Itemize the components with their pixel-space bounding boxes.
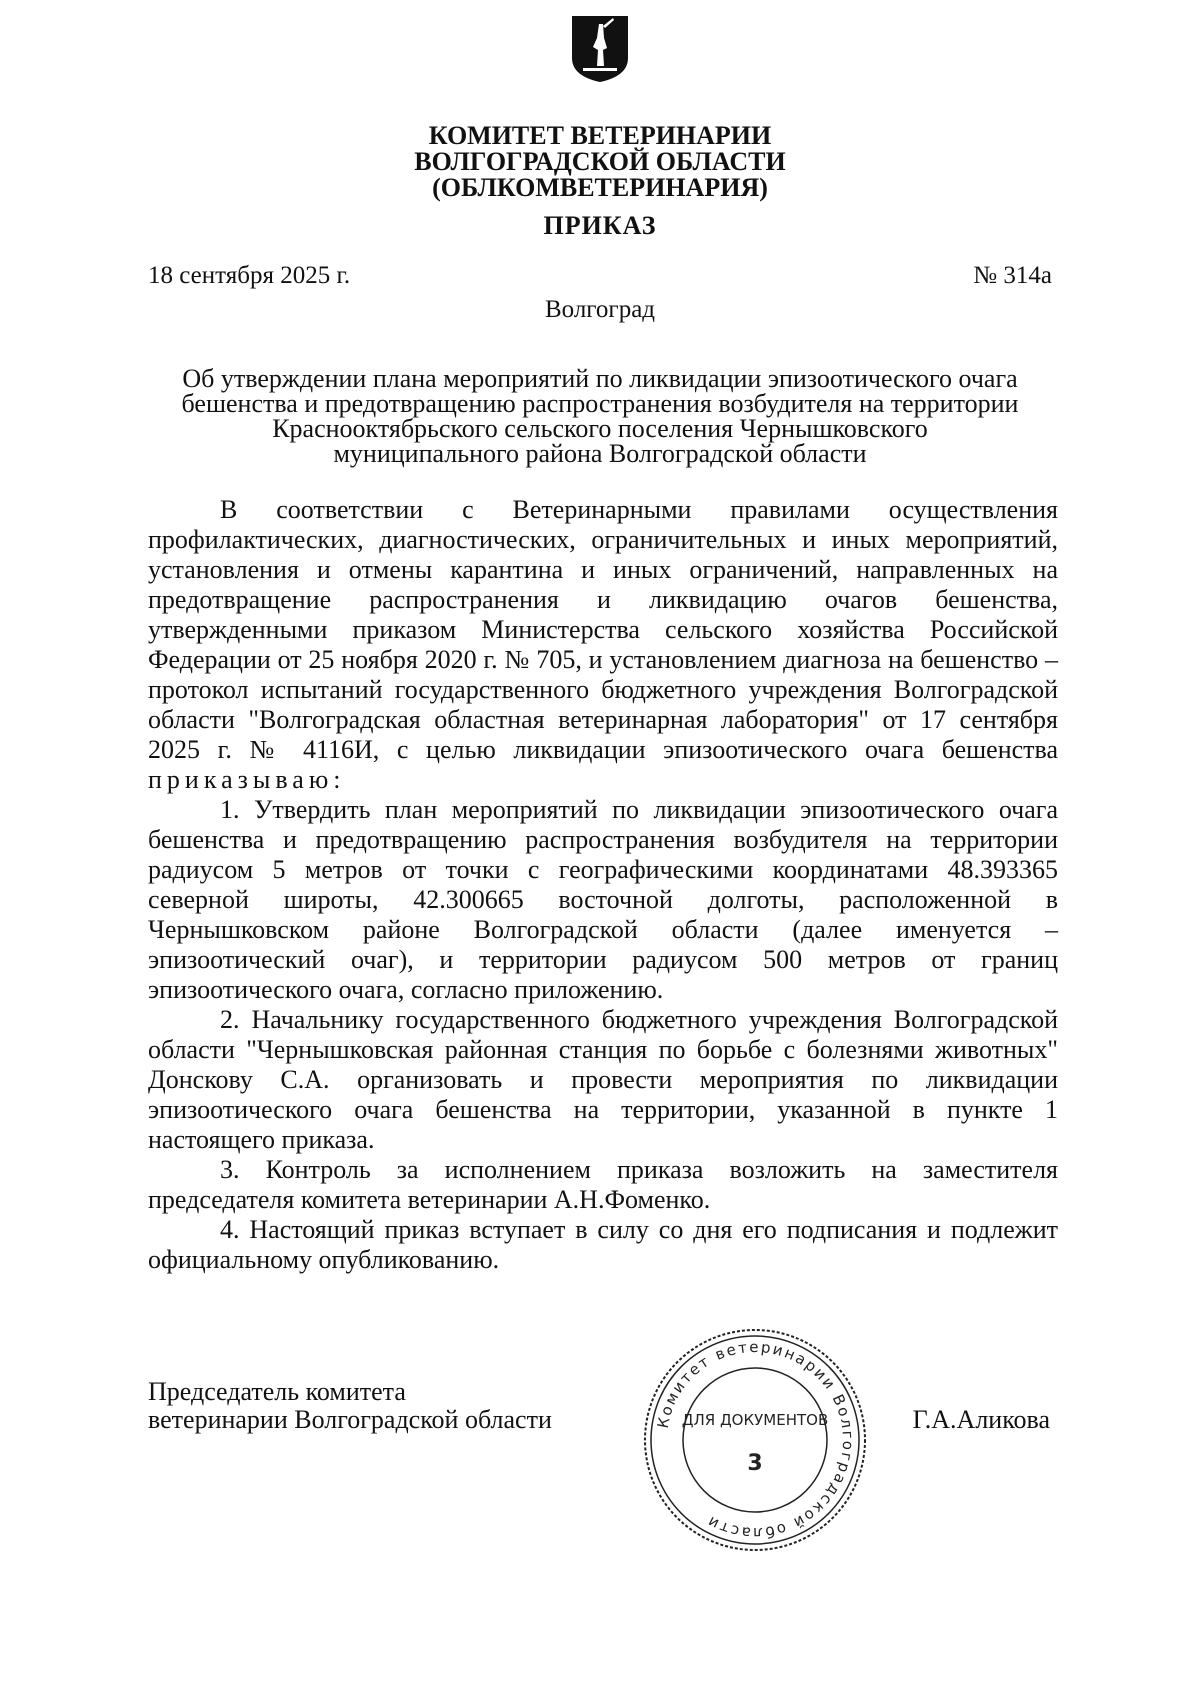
- doc-type-title: ПРИКАЗ: [543, 211, 657, 240]
- coat-of-arms-icon: [569, 14, 631, 84]
- position-line: Председатель комитета: [148, 1377, 406, 1406]
- signatory-name: Г.А.Аликова: [912, 1405, 1050, 1434]
- subject-line: муниципального района Волгоградской области: [333, 439, 867, 468]
- subject-line: бешенства и предотвращению распространения возбудителя на территории: [181, 389, 1019, 418]
- order-subject: [150, 366, 1050, 466]
- stamp-ring-text: Комитет ветеринарии Волгоградской области: [653, 1337, 858, 1543]
- stamp-number: 3: [747, 1451, 763, 1476]
- committee-line: КОМИТЕТ ВЕТЕРИНАРИИ: [428, 121, 772, 150]
- subject-line: Об утверждении плана мероприятий по ликвидации эпизоотического очага: [182, 364, 1018, 393]
- preamble-text: В соответствии с Ветеринарными правилами осуществления профилактических, диагностических, ограничительных и иных мероприятий, установления и отмены карантина и иных ограничений, направленных на предотвращение распространения и ликвидацию очагов бешенства, утвержденными приказом Министерства сельского хозяйства Российской Федерации от 25 ноября 2020 г. № 705, и установлением диагноза на бешенство – протокол испытаний государственного бюджетного учреждения Волгоградской области "Волгоградская областная ветеринарная лаборатория" от 17 сентября 2025 г. № 4116И, с целью ликвидации эпизоотического очага бешенства: [148, 495, 1058, 764]
- subject-line: Краснооктябрьского сельского поселения Чернышковского: [272, 414, 928, 443]
- order-date: 18 сентября 2025 г.: [148, 262, 351, 289]
- stamp-center-text: ДЛЯ ДОКУМЕНТОВ: [681, 1411, 829, 1429]
- order-word: приказываю:: [148, 765, 346, 794]
- order-number: № 314а: [973, 262, 1052, 289]
- official-stamp: [640, 1325, 870, 1555]
- preamble-paragraph: [148, 495, 1058, 795]
- order-item-4: 4. Настоящий приказ вступает в силу со дня его подписания и подлежит официальному опубликованию.: [148, 1215, 1058, 1274]
- committee-line: (ОБЛКОМВЕТЕРИНАРИЯ): [432, 173, 768, 202]
- order-body: [148, 495, 1058, 1275]
- order-item-3: 3. Контроль за исполнением приказа возложить на заместителя председателя комитета ветеринарии А.Н.Фоменко.: [148, 1155, 1058, 1214]
- order-item-2: 2. Начальнику государственного бюджетного учреждения Волгоградской области "Чернышковская районная станция по борьбе с болезнями животных" Донскову С.А. организовать и провести мероприятия по ликвидации эпизоотического очага бешенства на территории, указанной в пункте 1 настоящего приказа.: [148, 1005, 1058, 1154]
- order-city: Волгоград: [544, 296, 656, 323]
- order-item-1: 1. Утвердить план мероприятий по ликвидации эпизоотического очага бешенства и предотвращению распространения возбудителя на территории радиусом 5 метров от точки с географическими координатами 48.393365 северной широты, 42.300665 восточной долготы, расположенной в Чернышковском районе Волгоградской области (далее именуется – эпизоотический очаг), и территории радиусом 500 метров от границ эпизоотического очага, согласно приложению.: [148, 795, 1058, 1004]
- position-line: ветеринарии Волгоградской области: [148, 1405, 552, 1434]
- signatory-position: [148, 1378, 552, 1434]
- committee-name: [150, 123, 1050, 201]
- committee-line: ВОЛГОГРАДСКОЙ ОБЛАСТИ: [414, 147, 786, 176]
